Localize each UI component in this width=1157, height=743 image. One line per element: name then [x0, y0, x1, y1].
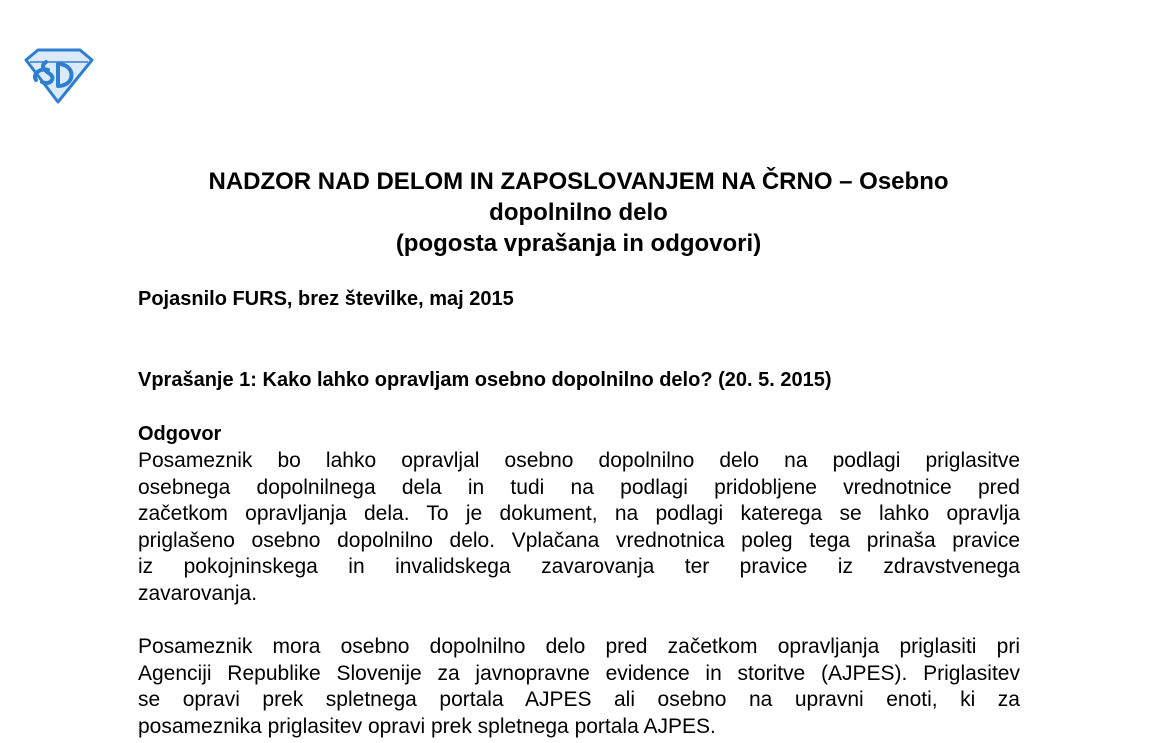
- paragraph-line: Agenciji Republike Slovenije za javnopravne evidence in storitve (AJPES). Priglasitev: [138, 661, 1020, 685]
- title-line: NADZOR NAD DELOM IN ZAPOSLOVANJEM NA ČRNO – Osebno: [208, 168, 949, 195]
- paragraph-line: posameznika priglasitev opravi prek spletnega portala AJPES.: [138, 714, 716, 738]
- paragraph-line: osebnega dopolnilnega dela in tudi na podlagi pridobljene vrednotnice pred: [138, 475, 1020, 499]
- paragraph-line: Posameznik mora osebno dopolnilno delo pred začetkom opravljanja priglasiti pri: [138, 635, 1020, 658]
- sd-shield-logo-icon: [20, 46, 96, 104]
- question-heading: Vprašanje 1: Kako lahko opravljam osebno dopolnilno delo? (20. 5. 2015): [138, 369, 832, 391]
- title-line: dopolnilno delo: [489, 199, 668, 226]
- answer-paragraph: [138, 448, 1020, 607]
- paragraph-line: priglašeno osebno dopolnilno delo. Vplačana vrednotnica poleg tega prinaša pravice: [138, 528, 1020, 552]
- document-subtitle: Pojasnilo FURS, brez številke, maj 2015: [138, 288, 514, 310]
- answer-heading: Odgovor: [138, 423, 222, 445]
- paragraph-line: Posameznik bo lahko opravljal osebno dopolnilno delo na podlagi priglasitve: [138, 449, 1020, 472]
- paragraph-line: zavarovanja.: [138, 581, 258, 605]
- title-line: (pogosta vprašanja in odgovori): [395, 230, 762, 257]
- paragraph-line: se opravi prek spletnega portala AJPES ali osebno na upravni enoti, ki za: [138, 688, 1020, 711]
- document-title: [120, 166, 1037, 259]
- paragraph-line: začetkom opravljanja dela. To je dokument, na podlagi katerega se lahko opravlja: [138, 502, 1020, 525]
- answer-paragraph: [138, 634, 1020, 740]
- paragraph-line: iz pokojninskega in invalidskega zavarovanja ter pravice iz zdravstvenega: [138, 555, 1020, 578]
